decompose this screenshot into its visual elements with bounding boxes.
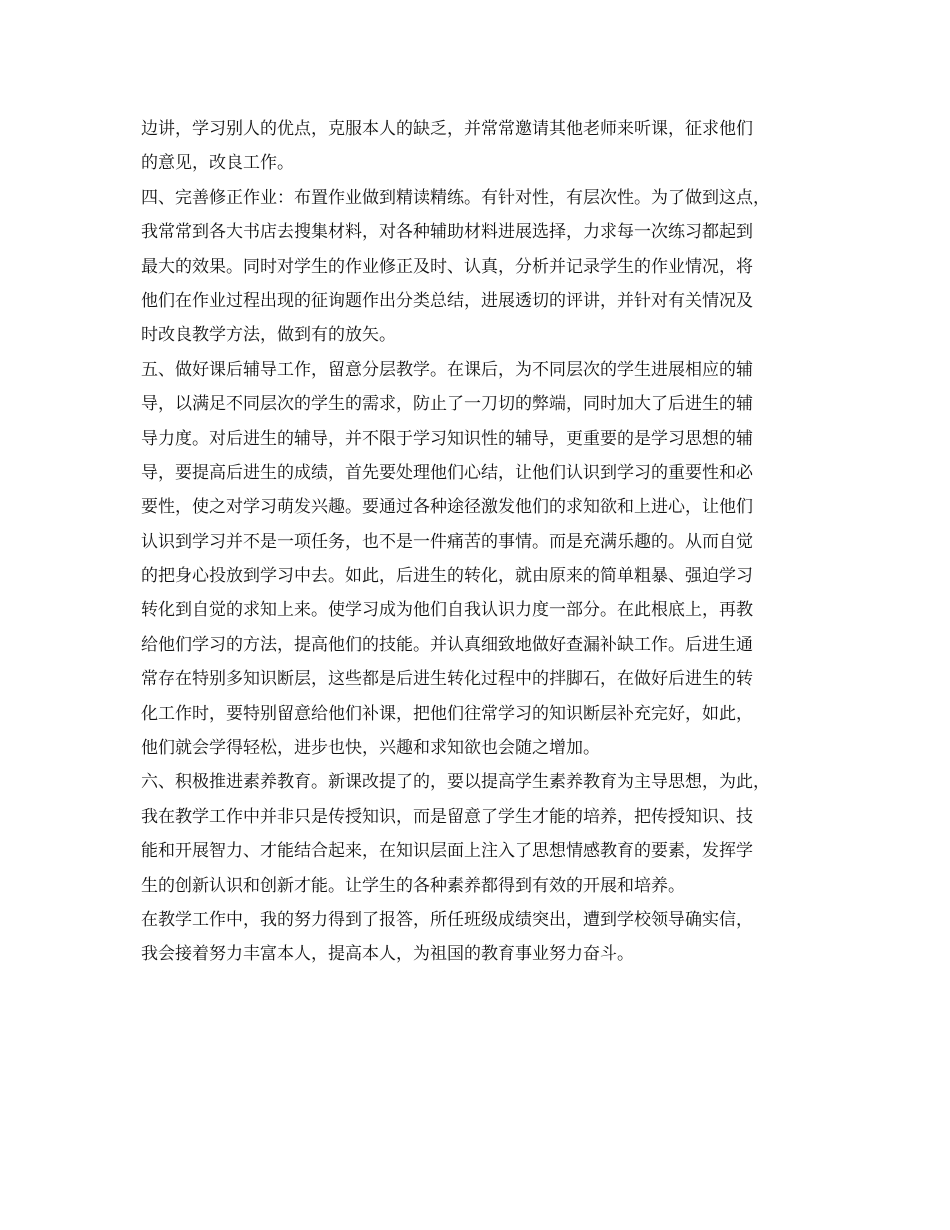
text-line: 我常常到各大书店去搜集材料，对各种辅助材料进展选择，力求每一次练习都起到 xyxy=(141,222,753,243)
text-line: 生的创新认识和创新才能。让学生的各种素养都得到有效的开展和培养。 xyxy=(141,875,685,896)
text-line: 化工作时，要特别留意给他们补课，把他们往常学习的知识断层补充完好，如此， xyxy=(141,703,753,724)
text-line: 他们在作业过程出现的征询题作出分类总结，进展透切的评讲，并针对有关情况及 xyxy=(141,290,753,311)
text-line: 给他们学习的方法，提高他们的技能。并认真细致地做好查漏补缺工作。后进生通 xyxy=(141,634,753,655)
text-line: 他们就会学得轻松，进步也快，兴趣和求知欲也会随之增加。 xyxy=(141,738,600,759)
text-line: 导力度。对后进生的辅导，并不限于学习知识性的辅导，更重要的是学习思想的辅 xyxy=(141,428,753,449)
text-line: 导，要提高后进生的成绩，首先要处理他们心结，让他们认识到学习的重要性和必 xyxy=(141,462,753,483)
text-line: 常存在特别多知识断层，这些都是后进生转化过程中的拌脚石，在做好后进生的转 xyxy=(141,669,753,690)
text-line: 的意见，改良工作。 xyxy=(141,153,294,174)
text-line: 我在教学工作中并非只是传授知识，而是留意了学生才能的培养，把传授知识、技 xyxy=(141,806,753,827)
document-body xyxy=(141,112,821,972)
text-line: 最大的效果。同时对学生的作业修正及时、认真，分析并记录学生的作业情况，将 xyxy=(141,256,753,277)
text-line: 认识到学习并不是一项任务，也不是一件痛苦的事情。而是充满乐趣的。从而自觉 xyxy=(141,531,753,552)
text-line: 边讲，学习别人的优点，克服本人的缺乏，并常常邀请其他老师来听课，征求他们 xyxy=(141,119,753,139)
text-line: 导，以满足不同层次的学生的需求，防止了一刀切的弊端，同时加大了后进生的辅 xyxy=(141,394,753,415)
text-line: 的把身心投放到学习中去。如此，后进生的转化，就由原来的简单粗暴、强迫学习 xyxy=(141,566,753,587)
text-line: 转化到自觉的求知上来。使学习成为他们自我认识力度一部分。在此根底上，再教 xyxy=(141,600,753,621)
text-line: 六、积极推进素养教育。新课改提了的，要以提高学生素养教育为主导思想，为此， xyxy=(141,772,770,793)
text-line: 时改良教学方法，做到有的放矢。 xyxy=(141,325,396,346)
text-line: 在教学工作中，我的努力得到了报答，所任班级成绩突出，遭到学校领导确实信， xyxy=(141,909,753,930)
text-line: 五、做好课后辅导工作，留意分层教学。在课后，为不同层次的学生进展相应的辅 xyxy=(141,359,753,380)
text-line: 能和开展智力、才能结合起来，在知识层面上注入了思想情感教育的要素，发挥学 xyxy=(141,841,753,862)
text-line: 四、完善修正作业：布置作业做到精读精练。有针对性，有层次性。为了做到这点， xyxy=(141,187,770,208)
text-line: 我会接着努力丰富本人，提高本人，为祖国的教育事业努力奋斗。 xyxy=(141,944,634,965)
text-line: 要性，使之对学习萌发兴趣。要通过各种途径激发他们的求知欲和上进心，让他们 xyxy=(141,497,753,518)
